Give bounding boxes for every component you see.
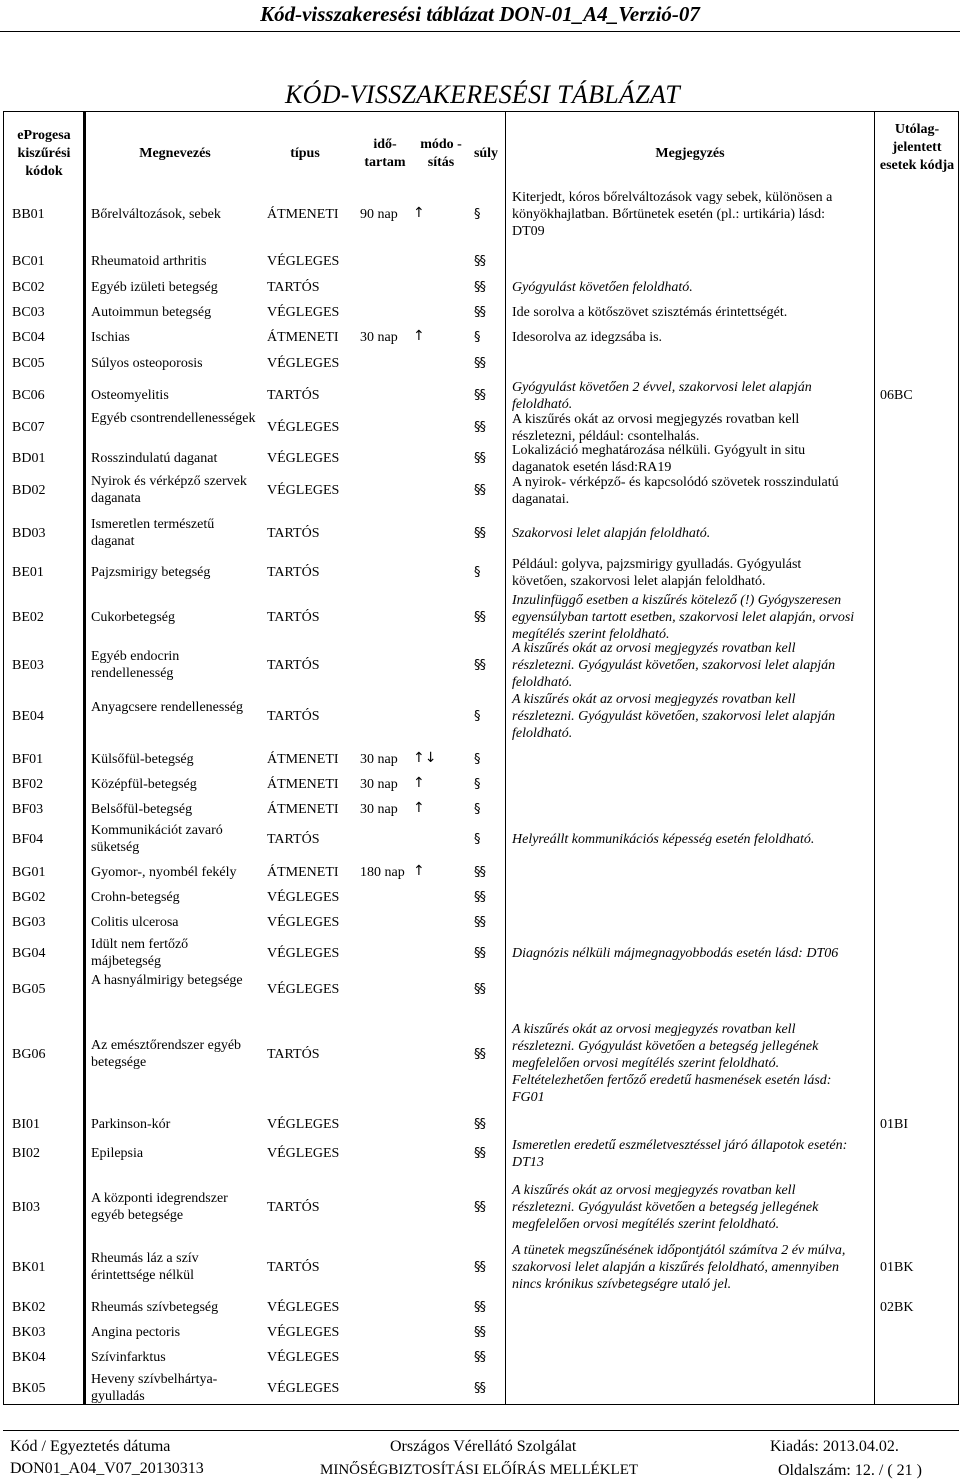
row-name: Bőrelváltozások, sebek bbox=[91, 207, 221, 222]
row-name: Parkinson-kór bbox=[91, 1117, 171, 1132]
row-weight: §§ bbox=[474, 1325, 485, 1340]
row-weight: § bbox=[474, 709, 480, 724]
row-name: A központi idegrendszer egyéb betegsége bbox=[91, 1191, 228, 1223]
row-type: VÉGLEGES bbox=[267, 420, 340, 435]
row-type: VÉGLEGES bbox=[267, 1381, 340, 1396]
row-type: TARTÓS bbox=[267, 565, 320, 580]
col-header-mode: módo -sítás bbox=[420, 137, 462, 170]
row-note: Kiterjedt, kóros bőrelváltozások vagy sebek, különösen a könyökhajlatban. Bőrtünetek esetén (pl.: urtikária) lásd: DT09 bbox=[512, 190, 833, 239]
row-name: Súlyos osteoporosis bbox=[91, 356, 203, 371]
row-type: VÉGLEGES bbox=[267, 890, 340, 905]
row-code: BD02 bbox=[12, 483, 46, 498]
row-note: Gyógyulást követően 2 évvel, szakorvosi lelet alapján feloldható. bbox=[512, 380, 812, 412]
row-note: Szakorvosi lelet alapján feloldható. bbox=[512, 526, 711, 541]
col-header-name: Megnevezés bbox=[139, 146, 211, 161]
row-type: ÁTMENETI bbox=[267, 865, 339, 880]
footer-code-date-label: Kód / Egyeztetés dátuma bbox=[10, 1438, 171, 1455]
row-weight: §§ bbox=[474, 388, 485, 403]
row-note: Ide sorolva a kötőszövet szisztémás érintettségét. bbox=[512, 305, 788, 320]
row-note: A kiszűrés okát az orvosi megjegyzés rovatban kell részletezni, például: csontelhalás. bbox=[512, 412, 800, 444]
table-divider-note bbox=[505, 111, 506, 1405]
row-name: Anyagcsere rendellenesség bbox=[91, 700, 243, 715]
row-name: Heveny szívbelhártya-gyulladás bbox=[91, 1372, 218, 1404]
row-name: Nyirok és vérképző szervek daganata bbox=[91, 474, 247, 506]
row-type: TARTÓS bbox=[267, 832, 320, 847]
row-code: BI02 bbox=[12, 1146, 40, 1161]
row-code: BG01 bbox=[12, 865, 46, 880]
row-weight: §§ bbox=[474, 356, 485, 371]
row-type: TARTÓS bbox=[267, 709, 320, 724]
row-code: BE03 bbox=[12, 658, 44, 673]
row-weight: §§ bbox=[474, 451, 485, 466]
row-code: BC07 bbox=[12, 420, 45, 435]
row-code: BG05 bbox=[12, 982, 46, 997]
row-code: BI03 bbox=[12, 1200, 40, 1215]
row-type: VÉGLEGES bbox=[267, 356, 340, 371]
row-weight: § bbox=[474, 777, 480, 792]
row-duration: 30 nap bbox=[360, 330, 398, 345]
footer-page-number: Oldalszám: 12. / ( 21 ) bbox=[778, 1462, 922, 1479]
row-weight: § bbox=[474, 207, 480, 222]
footer-issue-date: Kiadás: 2013.04.02. bbox=[770, 1438, 899, 1455]
row-code: BC06 bbox=[12, 388, 45, 403]
row-name: Epilepsia bbox=[91, 1146, 144, 1161]
row-type: ÁTMENETI bbox=[267, 330, 339, 345]
row-type: VÉGLEGES bbox=[267, 1350, 340, 1365]
row-weight: §§ bbox=[474, 420, 485, 435]
row-note: Idesorolva az idegzsába is. bbox=[512, 330, 663, 345]
table-divider-next bbox=[874, 111, 875, 1405]
row-name: Középfül-betegség bbox=[91, 777, 197, 792]
row-note: Inzulinfüggő esetben a kiszűrés kötelező (!) Gyógyszeresen egyensúlyban tartott esetben, szakorvosi lelet alapján, orvosi megítélés szerint feloldható. bbox=[512, 593, 855, 642]
row-note: Diagnózis nélküli májmegnagyobbodás esetén lásd: DT06 bbox=[512, 946, 839, 961]
row-name: Rheumás láz a szív érintettsége nélkül bbox=[91, 1251, 199, 1283]
row-mode-arrow-icon: ↑ bbox=[413, 775, 425, 791]
row-weight: §§ bbox=[474, 254, 485, 269]
row-code: BC04 bbox=[12, 330, 45, 345]
row-code: BK03 bbox=[12, 1325, 46, 1340]
row-code: BG03 bbox=[12, 915, 46, 930]
row-weight: §§ bbox=[474, 526, 485, 541]
row-code: BB01 bbox=[12, 207, 45, 222]
row-weight: § bbox=[474, 752, 480, 767]
row-name: Külsőfül-betegség bbox=[91, 752, 194, 767]
row-name: Egyéb endocrin rendellenesség bbox=[91, 649, 180, 681]
row-name: Rheumatoid arthritis bbox=[91, 254, 207, 269]
row-weight: § bbox=[474, 832, 480, 847]
row-name: Osteomyelitis bbox=[91, 388, 169, 403]
row-name: Gyomor-, nyombél fekély bbox=[91, 865, 237, 880]
row-name: Kommunikációt zavaró süketség bbox=[91, 823, 223, 855]
row-name: Idült nem fertőző májbetegség bbox=[91, 937, 189, 969]
row-weight: §§ bbox=[474, 1350, 485, 1365]
row-code: BG02 bbox=[12, 890, 46, 905]
row-weight: §§ bbox=[474, 982, 485, 997]
row-mode-arrow-icon: ↑ bbox=[413, 863, 425, 879]
row-followup-code: 02BK bbox=[880, 1300, 914, 1315]
row-followup-code: 01BK bbox=[880, 1260, 914, 1275]
row-note: Lokalizáció meghatározása nélküli. Gyógyult in situ daganatok esetén lásd:RA19 bbox=[512, 443, 806, 475]
col-header-weight: súly bbox=[473, 146, 499, 161]
row-note: A kiszűrés okát az orvosi megjegyzés rovatban kell részletezni. Gyógyulást követően a betegség jellegének megfelelően orvosi megítélés szerint feloldható. Feltételezhetően fertőző eredetű hasmenések esetén lásd: FG01 bbox=[512, 1022, 832, 1105]
row-followup-code: 01BI bbox=[880, 1117, 908, 1132]
row-type: TARTÓS bbox=[267, 658, 320, 673]
row-type: VÉGLEGES bbox=[267, 483, 340, 498]
row-type: VÉGLEGES bbox=[267, 946, 340, 961]
row-code: BK05 bbox=[12, 1381, 46, 1396]
row-note: A kiszűrés okát az orvosi megjegyzés rovatban kell részletezni. Gyógyulást követően, szakorvosi lelet alapján feloldható. bbox=[512, 641, 836, 690]
row-type: VÉGLEGES bbox=[267, 982, 340, 997]
col-header-code bbox=[6, 127, 82, 181]
row-type: ÁTMENETI bbox=[267, 752, 339, 767]
row-weight: §§ bbox=[474, 610, 485, 625]
row-code: BE01 bbox=[12, 565, 44, 580]
row-name: Belsőfül-betegség bbox=[91, 802, 193, 817]
row-weight: §§ bbox=[474, 946, 485, 961]
row-name: Colitis ulcerosa bbox=[91, 915, 179, 930]
row-code: BE04 bbox=[12, 709, 44, 724]
row-name: Crohn-betegség bbox=[91, 890, 180, 905]
row-type: VÉGLEGES bbox=[267, 254, 340, 269]
row-weight: §§ bbox=[474, 1381, 485, 1396]
row-code: BE02 bbox=[12, 610, 44, 625]
row-weight: §§ bbox=[474, 1146, 485, 1161]
row-duration: 30 nap bbox=[360, 802, 398, 817]
row-note: Ismeretlen eredetű eszméletvesztéssel járó állapotok esetén: DT13 bbox=[512, 1138, 848, 1170]
row-weight: §§ bbox=[474, 305, 485, 320]
table-border-right bbox=[958, 111, 959, 1405]
row-weight: §§ bbox=[474, 1200, 485, 1215]
row-name: Ismeretlen természetű daganat bbox=[91, 517, 215, 549]
row-weight: § bbox=[474, 330, 480, 345]
row-name: Cukorbetegség bbox=[91, 610, 175, 625]
row-name: Rheumás szívbetegség bbox=[91, 1300, 219, 1315]
footer-annex-label: MINŐSÉGBIZTOSÍTÁSI ELŐÍRÁS MELLÉKLET bbox=[320, 1462, 639, 1478]
col-header-type: típus bbox=[290, 146, 320, 161]
page-title: KÓD-VISSZAKERESÉSI TÁBLÁZAT bbox=[285, 80, 680, 109]
footer-rule bbox=[3, 1430, 959, 1431]
row-name: Szívinfarktus bbox=[91, 1350, 166, 1365]
row-name: Rosszindulatú daganat bbox=[91, 451, 218, 466]
row-type: VÉGLEGES bbox=[267, 1117, 340, 1132]
row-code: BF02 bbox=[12, 777, 44, 792]
row-note: A kiszűrés okát az orvosi megjegyzés rovatban kell részletezni. Gyógyulást követően, szakorvosi lelet alapján feloldható. bbox=[512, 692, 836, 741]
row-code: BC03 bbox=[12, 305, 45, 320]
row-type: TARTÓS bbox=[267, 388, 320, 403]
row-code: BF01 bbox=[12, 752, 44, 767]
row-weight: §§ bbox=[474, 915, 485, 930]
col-header-note: Megjegyzés bbox=[655, 146, 725, 161]
row-weight: §§ bbox=[474, 1117, 485, 1132]
row-weight: §§ bbox=[474, 483, 485, 498]
row-weight: §§ bbox=[474, 890, 485, 905]
row-duration: 90 nap bbox=[360, 207, 398, 222]
row-mode-arrow-icon: ↑ bbox=[413, 205, 425, 221]
row-name: A hasnyálmirigy betegsége bbox=[91, 973, 243, 988]
row-type: TARTÓS bbox=[267, 280, 320, 295]
row-name: Ischias bbox=[91, 330, 130, 345]
row-code: BC02 bbox=[12, 280, 45, 295]
row-name: Egyéb izületi betegség bbox=[91, 280, 218, 295]
row-code: BK02 bbox=[12, 1300, 46, 1315]
row-type: TARTÓS bbox=[267, 1260, 320, 1275]
row-type: VÉGLEGES bbox=[267, 1300, 340, 1315]
row-name: Pajzsmirigy betegség bbox=[91, 565, 211, 580]
row-note: A tünetek megszűnésének időpontjától számítva 2 év múlva, szakorvosi lelet alapján a kiszűrés feloldható, amennyiben nincs krónikus szívbetegségre utaló jel. bbox=[512, 1243, 846, 1292]
table-border-left bbox=[3, 111, 4, 1405]
row-code: BK01 bbox=[12, 1260, 46, 1275]
row-type: ÁTMENETI bbox=[267, 802, 339, 817]
table-border-top bbox=[3, 111, 959, 112]
row-mode-arrow-icon: ↑ bbox=[413, 328, 425, 344]
row-code: BF04 bbox=[12, 832, 44, 847]
row-code: BG04 bbox=[12, 946, 46, 961]
row-type: TARTÓS bbox=[267, 1047, 320, 1062]
row-mode-arrow-icon: ↑↓ bbox=[413, 750, 437, 766]
row-weight: § bbox=[474, 802, 480, 817]
row-duration: 30 nap bbox=[360, 777, 398, 792]
row-type: VÉGLEGES bbox=[267, 1325, 340, 1340]
row-mode-arrow-icon: ↑ bbox=[413, 800, 425, 816]
row-type: ÁTMENETI bbox=[267, 207, 339, 222]
col-header-code-label: eProgesa kiszűrési kódok bbox=[17, 128, 71, 179]
col-header-next: Utólag-jelentett esetek kódja bbox=[879, 122, 955, 173]
row-code: BC05 bbox=[12, 356, 45, 371]
row-note: Például: golyva, pajzsmirigy gyulladás. Gyógyulást követően, szakorvosi lelet alapján feloldható. bbox=[512, 557, 802, 589]
row-type: TARTÓS bbox=[267, 610, 320, 625]
row-duration: 30 nap bbox=[360, 752, 398, 767]
row-code: BF03 bbox=[12, 802, 44, 817]
row-weight: §§ bbox=[474, 1047, 485, 1062]
row-type: TARTÓS bbox=[267, 1200, 320, 1215]
row-weight: §§ bbox=[474, 658, 485, 673]
document-header-title: Kód-visszakeresési táblázat DON-01_A4_Verzió-07 bbox=[260, 2, 700, 26]
row-type: VÉGLEGES bbox=[267, 451, 340, 466]
row-code: BG06 bbox=[12, 1047, 46, 1062]
row-note: A nyirok- vérképző- és kapcsolódó szövetek rosszindulatú daganatai. bbox=[512, 475, 839, 507]
row-weight: § bbox=[474, 565, 480, 580]
row-name: Angina pectoris bbox=[91, 1325, 181, 1340]
row-code: BC01 bbox=[12, 254, 45, 269]
row-note: A kiszűrés okát az orvosi megjegyzés rovatban kell részletezni. Gyógyulást követően a betegség jellegének megfelelően orvosi megítélés szerint feloldható. bbox=[512, 1183, 819, 1232]
col-header-duration: idő-tartam bbox=[364, 137, 406, 170]
row-weight: §§ bbox=[474, 1300, 485, 1315]
row-name: Egyéb csontrendellenességek bbox=[91, 411, 256, 426]
row-note: Helyreállt kommunikációs képesség esetén feloldható. bbox=[512, 832, 815, 847]
row-code: BD03 bbox=[12, 526, 46, 541]
row-type: VÉGLEGES bbox=[267, 915, 340, 930]
row-duration: 180 nap bbox=[360, 865, 405, 880]
row-weight: §§ bbox=[474, 280, 485, 295]
footer-document-code: DON01_A04_V07_20130313 bbox=[10, 1460, 204, 1477]
row-code: BI01 bbox=[12, 1117, 40, 1132]
row-type: VÉGLEGES bbox=[267, 1146, 340, 1161]
header-rule bbox=[0, 31, 960, 32]
row-weight: §§ bbox=[474, 865, 485, 880]
row-code: BD01 bbox=[12, 451, 46, 466]
row-code: BK04 bbox=[12, 1350, 46, 1365]
row-type: ÁTMENETI bbox=[267, 777, 339, 792]
row-name: Az emésztőrendszer egyéb betegsége bbox=[91, 1038, 242, 1070]
table-divider-code bbox=[83, 111, 86, 1405]
row-note: Gyógyulást követően feloldható. bbox=[512, 280, 693, 295]
row-weight: §§ bbox=[474, 1260, 485, 1275]
row-type: VÉGLEGES bbox=[267, 305, 340, 320]
row-name: Autoimmun betegség bbox=[91, 305, 212, 320]
footer-organization: Országos Vérellátó Szolgálat bbox=[390, 1438, 577, 1455]
row-followup-code: 06BC bbox=[880, 388, 913, 403]
row-type: TARTÓS bbox=[267, 526, 320, 541]
